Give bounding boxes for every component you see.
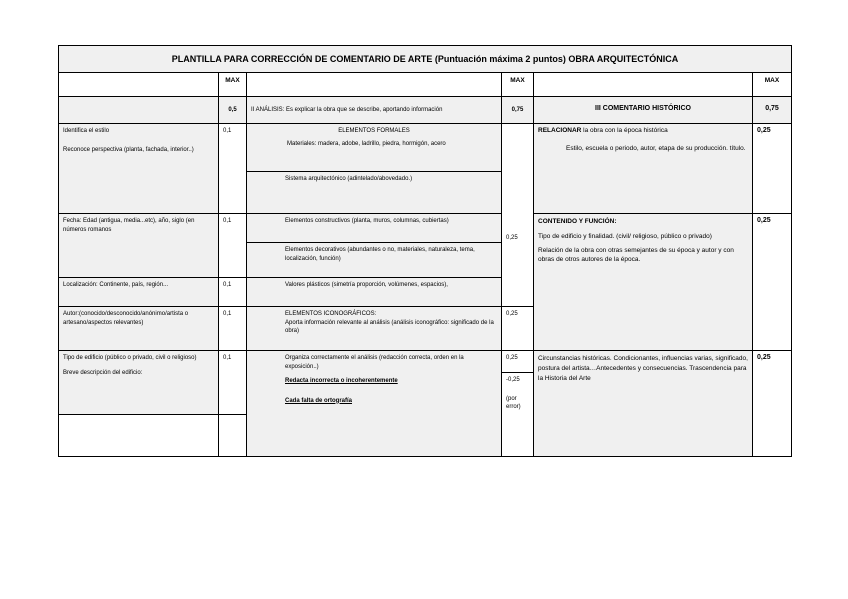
autor-text: Autor:(conocido/desconocido/anónimo/artista o artesano/aspectos relevantes) bbox=[63, 311, 189, 326]
col3-formales bbox=[246, 123, 502, 172]
col1-row3 bbox=[58, 277, 219, 307]
col4-organiza-points: 0,25 bbox=[501, 350, 534, 373]
iconograficos-title: ELEMENTOS ICONOGRÁFICOS: bbox=[285, 311, 377, 317]
col3-plasticos: Valores plásticos (simetría proporción, volúmenes, espacios), bbox=[246, 277, 502, 307]
max-header-3: MAX bbox=[752, 72, 792, 97]
header-empty-3 bbox=[533, 72, 753, 97]
header-empty-2 bbox=[246, 72, 502, 97]
col3-organiza bbox=[246, 350, 502, 457]
col3-sistema: Sistema arquitectónico (adintelado/abovedado.) bbox=[246, 171, 502, 214]
materiales-text: Materiales: madera, adobe, ladrillo, piedra, hormigón, acero bbox=[287, 140, 446, 147]
iconograficos-text: Aporta información relevante al análisis (análisis iconográfico: significado de la obra) bbox=[285, 319, 494, 334]
reconoce-text: Reconoce perspectiva (planta, fachada, interior..) bbox=[63, 146, 194, 153]
col4-formales-points: 0,25 bbox=[501, 123, 534, 307]
col1-row4 bbox=[58, 306, 219, 351]
col2-row6 bbox=[218, 414, 247, 457]
col3-constructivos: Elementos constructivos (planta, muros, columnas, cubiertas) bbox=[246, 213, 502, 243]
relacion-text: Relación de la obra con otras semejantes de su época y autor y con obras de otros autores de la época. bbox=[538, 247, 734, 263]
col5-circunstancias: Circunstancias históricas. Condicionantes, influencias varias, significado, postura del artista…Antecedentes y consecuencias. Trascendencia para la Historia del Arte bbox=[533, 350, 753, 457]
col2-row1: 0,1 bbox=[218, 123, 247, 214]
contenido-title: CONTENIDO Y FUNCIÓN: bbox=[538, 218, 617, 225]
estilo-text: Estilo, escuela o periodo, autor, etapa de su producción. título. bbox=[566, 144, 746, 152]
col1-row6 bbox=[58, 414, 219, 457]
penalty-points: -0,25 bbox=[506, 377, 520, 383]
col2-row4: 0,1 bbox=[218, 306, 247, 351]
redacta-text: Redacta incorrecta o incoherentemente bbox=[285, 378, 398, 384]
section-empty bbox=[58, 96, 219, 124]
section3-heading: III COMENTARIO HISTÓRICO bbox=[533, 96, 753, 124]
col6-row3: 0,25 bbox=[752, 350, 792, 457]
section3-points: 0,75 bbox=[752, 96, 792, 124]
table-title: PLANTILLA PARA CORRECCIÓN DE COMENTARIO DE ARTE (Puntuación máxima 2 puntos) OBRA ARQUITECTÓNICA bbox=[58, 45, 792, 73]
max-header-1: MAX bbox=[218, 72, 247, 97]
col2-row2: 0,1 bbox=[218, 213, 247, 278]
col5-contenido bbox=[533, 213, 753, 351]
fecha-text: Fecha: Edad (antigua, media...etc), año, siglo (en números romanos bbox=[63, 218, 195, 233]
breve-text: Breve descripción del edificio: bbox=[63, 369, 143, 376]
section1-points2: 0,75 bbox=[501, 96, 534, 124]
col3-iconograficos bbox=[246, 306, 502, 351]
max-header-2: MAX bbox=[501, 72, 534, 97]
col6-row1: 0,25 bbox=[752, 123, 792, 214]
section1-points: 0,5 bbox=[218, 96, 247, 124]
col5-relacionar bbox=[533, 123, 753, 214]
col1-row2 bbox=[58, 213, 219, 278]
localizacion-text: Localización: Continente, país, región... bbox=[63, 282, 169, 288]
col6-row2: 0,25 bbox=[752, 213, 792, 351]
penalty-unit: (por error) bbox=[506, 395, 521, 410]
header-empty-1 bbox=[58, 72, 219, 97]
tipo-edificio-text: Tipo de edificio y finalidad. (civil/ religioso, público o privado) bbox=[538, 233, 712, 240]
identifica-text: Identifica el estilo bbox=[63, 128, 110, 134]
col2-row3: 0,1 bbox=[218, 277, 247, 307]
col4-penalties bbox=[501, 372, 534, 457]
correction-template-table bbox=[58, 45, 792, 457]
tipo-text: Tipo de edificio (público o privado, civil o religioso) bbox=[63, 355, 197, 361]
section1-heading: II ANÁLISIS: Es explicar la obra que se describe, aportando información bbox=[246, 96, 502, 124]
organiza-text: Organiza correctamente el análisis (redacción correcta, orden en la exposición..) bbox=[285, 355, 464, 370]
col1-row1 bbox=[58, 123, 219, 214]
col1-row5 bbox=[58, 350, 219, 415]
relacionar-rest: la obra con la época histórica bbox=[581, 127, 668, 134]
relacionar-label: RELACIONAR bbox=[538, 127, 582, 134]
col3-decorativos: Elementos decorativos (abundantes o no, materiales, naturaleza, tema, localización, función) bbox=[246, 242, 502, 278]
col4-iconograficos-points: 0,25 bbox=[501, 306, 534, 351]
formales-title: ELEMENTOS FORMALES bbox=[338, 128, 410, 134]
col2-row5: 0,1 bbox=[218, 350, 247, 415]
falta-text: Cada falta de ortografía bbox=[285, 397, 353, 404]
